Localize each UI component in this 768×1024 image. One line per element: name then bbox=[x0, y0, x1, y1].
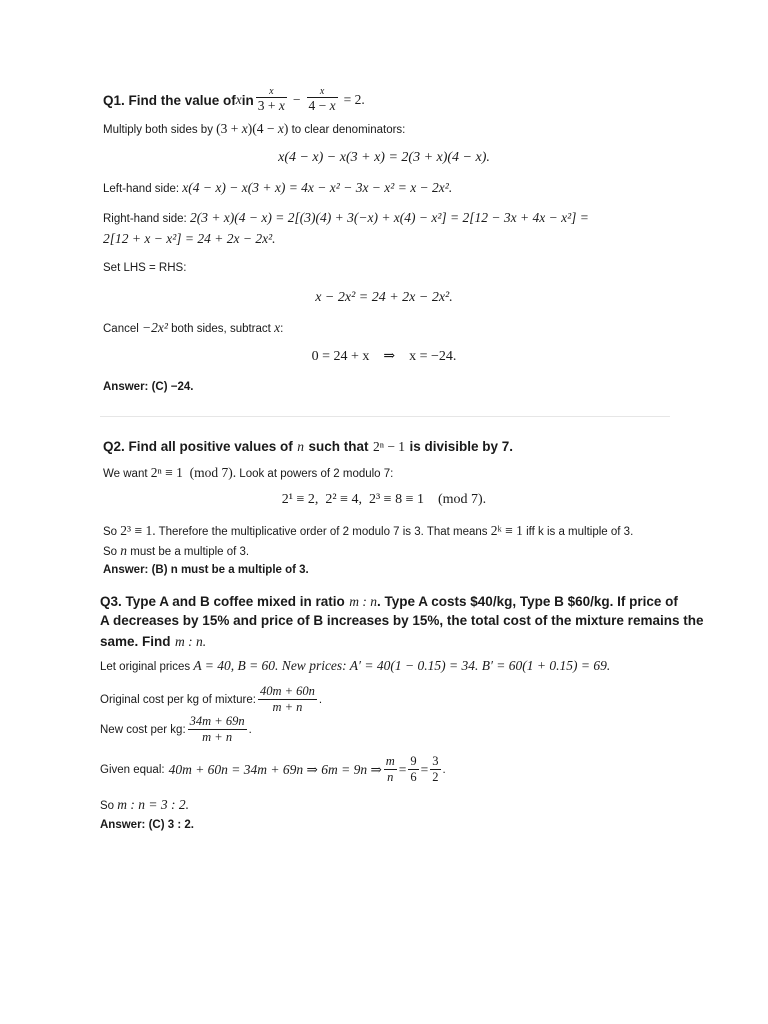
q3-orig-num: 40m + 60n bbox=[259, 684, 315, 698]
q1-step1-suffix: to clear denominators: bbox=[291, 124, 406, 136]
q3-answer: Answer: (C) 3 : 2. bbox=[100, 819, 194, 831]
q1-answer: Answer: (C) −24. bbox=[103, 381, 194, 393]
q3-new-den: m + n bbox=[202, 730, 233, 744]
q2-line3-a: So bbox=[103, 546, 118, 558]
q1-cancel-var: x bbox=[274, 320, 281, 335]
q3-f1-den: n bbox=[387, 770, 394, 784]
q3-frac-m-n bbox=[384, 754, 397, 785]
q2-title-2: such that bbox=[308, 439, 369, 454]
q3-prices-math: A = 40, B = 60. New prices: A′ = 40(1 − 0.15) = 34. B′ = 60(1 + 0.15) = 69. bbox=[193, 658, 611, 673]
q1-lhs-label: Left-hand side: bbox=[103, 183, 180, 195]
q1-step1-math: (3 + x)(4 − x) bbox=[216, 121, 289, 136]
q2-line3-var: n bbox=[120, 543, 128, 558]
q1-rhs-math-2: 2[12 + x − x²] = 24 + 2x − 2x². bbox=[103, 231, 276, 246]
q2-answer: Answer: (B) n must be a multiple of 3. bbox=[103, 564, 309, 576]
q3-title-line3: same. Find bbox=[100, 634, 171, 649]
q2-title-3: is divisible by 7. bbox=[409, 439, 514, 454]
q1-rhs-label: Right-hand side: bbox=[103, 213, 187, 225]
q3-given: Given equal: 40m + 60n = 34m + 69n ⇒ 6m = 9n ⇒ $\frac{m}{n}$ = $\frac{9}{6}$ = $\frac{3}{2}$ . bbox=[100, 754, 446, 784]
q2-line-1 bbox=[103, 465, 393, 481]
q1-rhs-math-1: 2(3 + x)(4 − x) = 2[(3)(4) + 3(−x) + x(4) − x²] = 2[12 − 3x + 4x − x²] = bbox=[189, 210, 589, 225]
q3-title-line3-math: m : n. bbox=[174, 634, 207, 649]
q1-display-2: x − 2x² = 24 + 2x − 2x². bbox=[315, 290, 453, 305]
q2-line-2 bbox=[103, 523, 633, 539]
q2-title-1: Q2. Find all positive values of bbox=[103, 439, 293, 454]
q1-lhs-math: x(4 − x) − x(3 + x) = 4x − x² − 3x − x² = x − 2x². bbox=[182, 180, 453, 195]
q3-f3-den: 2 bbox=[432, 770, 439, 784]
q2-line1-b: Look at powers of 2 modulo 7: bbox=[239, 468, 394, 480]
q3-prices bbox=[100, 658, 610, 674]
q2-line2-a: So bbox=[103, 526, 118, 538]
q3-f2-den: 6 bbox=[410, 770, 417, 784]
q3-so-math: m : n = 3 : 2. bbox=[117, 797, 190, 812]
q2-title bbox=[103, 438, 513, 456]
q3-orig-cost: Original cost per kg of mixture: $\frac{40m + 60n}{m + n}$ . bbox=[100, 684, 323, 714]
q2-line2-c: iff k is a multiple of 3. bbox=[526, 526, 634, 538]
q3-orig-frac bbox=[258, 684, 317, 715]
q3-so bbox=[100, 797, 189, 813]
q3-new-label: New cost per kg: bbox=[100, 723, 186, 736]
q1-step1 bbox=[103, 121, 405, 137]
q1-frac-1: $\frac{x}{3 + x}$ bbox=[257, 86, 285, 113]
q1-cancel-text-1: Cancel bbox=[103, 323, 139, 335]
q3-f1-num: m bbox=[385, 754, 395, 768]
q2-line3-b: must be a multiple of 3. bbox=[130, 546, 250, 558]
q2-display-1: 2¹ ≡ 2, 2² ≡ 4, 2³ ≡ 8 ≡ 1 (mod 7). bbox=[281, 492, 487, 507]
q1-frac-2: $\frac{x}{4 - x}$ bbox=[308, 86, 336, 113]
q1-title-mid: in bbox=[241, 92, 254, 108]
q3-f2-num: 9 bbox=[410, 754, 417, 768]
q2-line2-math2: 2ᵏ ≡ 1 bbox=[490, 523, 523, 538]
q3-so-a: So bbox=[100, 800, 115, 812]
q3-title-ratio: m : n bbox=[349, 594, 378, 609]
q1-rhs-line-1 bbox=[103, 210, 589, 226]
q3-title-line1b: . Type A costs $40/kg, Type B $60/kg. If price of bbox=[377, 594, 678, 609]
q1-cancel-text-2: both sides, subtract bbox=[171, 323, 271, 335]
q1-cancel: Cancel −2x² both sides, subtract x: bbox=[103, 320, 284, 335]
q2-line2-math: 2³ ≡ 1. bbox=[120, 523, 156, 538]
q1-display-3: 0 = 24 + x ⇒ x = −24. bbox=[311, 349, 457, 364]
section-divider bbox=[100, 416, 670, 417]
q3-new-num: 34m + 69n bbox=[189, 714, 245, 728]
q3-given-label: Given equal: bbox=[100, 763, 165, 776]
q3-f3-num: 3 bbox=[432, 754, 439, 768]
q3-prices-a: Let original prices bbox=[100, 661, 191, 673]
q2-line2-b: Therefore the multiplicative order of 2 modulo 7 is 3. That means bbox=[158, 526, 488, 538]
q1-cancel-math: −2x² bbox=[142, 320, 168, 335]
q2-line1-a: We want bbox=[103, 468, 148, 480]
q3-title-line-1 bbox=[100, 593, 678, 611]
q3-title-line-2: A decreases by 15% and price of B increases by 15%, the total cost of the mixture remains the bbox=[100, 613, 704, 628]
q2-line1-math: 2ⁿ ≡ 1 (mod 7). bbox=[150, 465, 237, 480]
q1-lhs bbox=[103, 180, 452, 196]
q1-title: Q1. Find the value of x in $\frac{x}{3 + x}$ − $\frac{x}{4 - x}$ = 2. bbox=[103, 86, 365, 113]
q3-orig-label: Original cost per kg of mixture: bbox=[100, 693, 256, 706]
q3-orig-den: m + n bbox=[272, 700, 303, 714]
q1-display-1: x(4 − x) − x(3 + x) = 2(3 + x)(4 − x). bbox=[278, 150, 490, 165]
q2-title-var: n bbox=[297, 439, 305, 454]
q3-frac-3-2 bbox=[430, 754, 440, 785]
q3-title-line1: Q3. Type A and B coffee mixed in ratio bbox=[100, 594, 345, 609]
q1-set-text: Set LHS = RHS: bbox=[103, 262, 187, 274]
q3-given-math: 40m + 60n = 34m + 69n ⇒ 6m = 9n ⇒ bbox=[168, 761, 382, 777]
q2-title-math: 2ⁿ − 1 bbox=[372, 439, 406, 454]
q2-line-3 bbox=[103, 543, 249, 559]
q1-title-prefix: Q1. Find the value of bbox=[103, 92, 236, 108]
q3-title-line-3 bbox=[100, 633, 206, 651]
q3-new-cost: New cost per kg: $\frac{34m + 69n}{m + n}$ . bbox=[100, 714, 252, 744]
q3-new-frac bbox=[188, 714, 247, 745]
q1-step1-text: Multiply both sides by bbox=[103, 124, 213, 136]
q3-frac-9-6 bbox=[408, 754, 418, 785]
q1-title-var: x bbox=[235, 92, 242, 107]
